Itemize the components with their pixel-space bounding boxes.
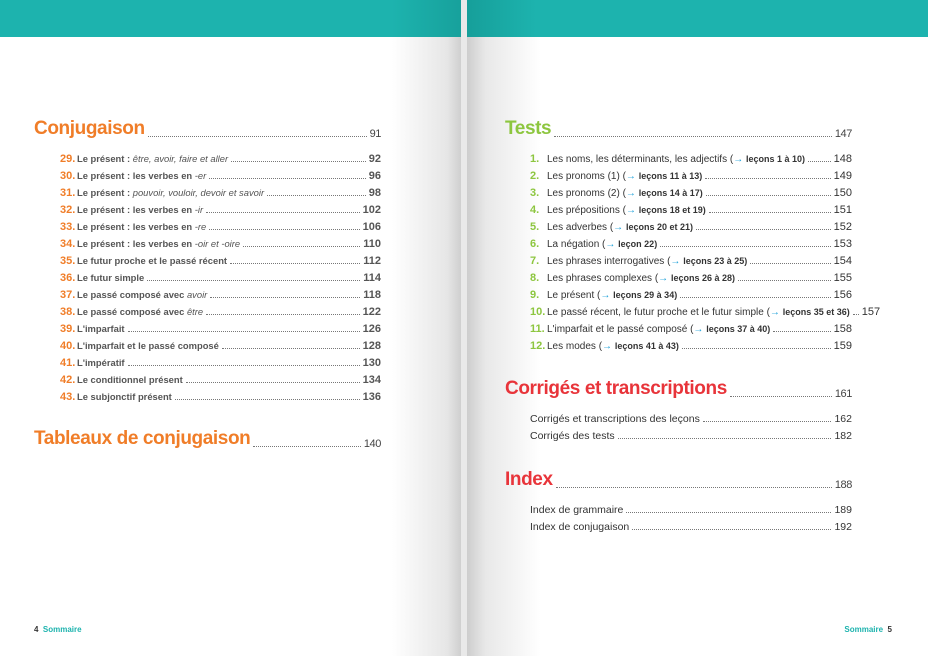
dot-leader: [696, 229, 831, 230]
entry-emphasis: -oir et -oire: [194, 238, 241, 249]
dot-leader: [175, 399, 360, 400]
dot-leader: [267, 195, 366, 196]
entry-text: Corrigés des tests: [530, 430, 615, 442]
dot-leader: [706, 195, 831, 196]
header-band: [0, 0, 461, 37]
entry-text: Les pronoms (1): [547, 171, 620, 182]
dot-leader: [682, 348, 831, 349]
footer: [34, 625, 82, 634]
paren-close: ): [802, 154, 806, 164]
arrow-icon: →: [625, 171, 636, 182]
page-number: 148: [833, 153, 852, 165]
entry-label: [530, 204, 706, 216]
entry-number: 31.: [60, 187, 76, 199]
entry-label: [530, 187, 703, 199]
right-page: [467, 0, 928, 656]
dot-leader: [148, 136, 367, 137]
heading-title: Tableaux de conjugaison: [34, 428, 251, 449]
page-number: 192: [834, 521, 852, 533]
index-section: [505, 463, 852, 533]
toc-entry[interactable]: [60, 267, 381, 284]
entry-text: Le présent : les verbes en: [77, 204, 195, 215]
toc-entry[interactable]: [530, 335, 852, 352]
entry-text: L'imparfait et le passé composé: [547, 324, 688, 335]
entry-text: Les pronoms (2): [547, 188, 620, 199]
page-number: 158: [833, 323, 852, 335]
page-number: 112: [363, 255, 381, 267]
heading-title: Corrigés et transcriptions: [505, 378, 727, 399]
paren-open: (: [607, 222, 614, 233]
left-page: [0, 0, 461, 656]
page-number: 161: [834, 388, 852, 400]
dot-leader: [231, 161, 366, 162]
entry-emphasis: pouvoir, vouloir, devoir et savoir: [132, 187, 265, 198]
toc-entry[interactable]: [530, 233, 852, 250]
page-number: 134: [362, 374, 381, 386]
lesson-reference: leçons 20 et 21: [625, 222, 690, 232]
arrow-icon: →: [693, 324, 704, 335]
paren-open: (: [664, 256, 671, 267]
page-number: 149: [833, 170, 852, 182]
dot-leader: [222, 348, 360, 349]
entry-label: [60, 306, 203, 318]
entry-text: La négation: [547, 239, 600, 250]
entry-text: Le passé composé avec: [77, 289, 187, 300]
folio: 4: [34, 625, 39, 634]
entry-text: Corrigés et transcriptions des leçons: [530, 413, 700, 425]
footer-label: Sommaire: [844, 625, 884, 634]
entry-number: 35.: [60, 255, 76, 267]
entry-text: Le présent: [547, 290, 595, 301]
entry-number: 3.: [530, 187, 540, 199]
entry-number: 7.: [530, 255, 540, 267]
header-band: [467, 0, 928, 37]
toc-entry[interactable]: [530, 408, 852, 425]
page-number: 151: [833, 204, 852, 216]
entry-label: [60, 187, 264, 199]
lesson-reference: leçons 37 à 40: [706, 324, 768, 334]
toc-entry[interactable]: [530, 199, 852, 216]
entry-text: Les noms, les déterminants, les adjectifs: [547, 154, 728, 165]
entry-number: 6.: [530, 238, 540, 250]
entry-text: Le présent : les verbes en: [77, 238, 195, 249]
entry-label: [60, 357, 125, 369]
paren-open: (: [595, 341, 603, 352]
entry-text: Index de grammaire: [530, 504, 624, 516]
toc-entry[interactable]: [60, 386, 381, 403]
entry-label: [530, 170, 702, 182]
arrow-icon: →: [625, 205, 636, 216]
entry-text: Les adverbes: [547, 222, 608, 233]
dot-leader: [618, 438, 832, 439]
page-number: 182: [834, 430, 852, 442]
entry-text: Le présent :: [77, 153, 133, 164]
entry-text: L'impératif: [77, 357, 125, 368]
arrow-icon: →: [613, 222, 624, 233]
entry-label: [60, 340, 219, 352]
dot-leader: [186, 382, 360, 383]
paren-close: ): [846, 307, 850, 317]
toc-entry[interactable]: [530, 301, 881, 318]
entry-number: 1.: [530, 153, 540, 165]
dot-leader: [705, 178, 830, 179]
dot-leader: [147, 280, 360, 281]
page-number: 153: [833, 238, 852, 250]
dot-leader: [243, 246, 360, 247]
entry-number: 40.: [60, 340, 76, 352]
page-number: 155: [833, 272, 852, 284]
toc-entry[interactable]: [60, 165, 381, 182]
toc-entry[interactable]: [530, 499, 852, 516]
page-number: 156: [833, 289, 852, 301]
toc-entry[interactable]: [60, 233, 381, 250]
arrow-icon: →: [658, 273, 669, 284]
arrow-icon: →: [605, 239, 616, 250]
toc-entry[interactable]: [530, 216, 852, 233]
paren-close: ): [702, 205, 706, 215]
entry-label: [530, 221, 693, 233]
paren-close: ): [699, 188, 703, 198]
paren-close: ): [654, 239, 658, 249]
arrow-icon: →: [625, 188, 636, 199]
toc-entry[interactable]: [60, 369, 381, 386]
entry-emphasis: être: [186, 306, 204, 317]
toc-entry[interactable]: [60, 301, 381, 318]
section-heading[interactable]: [505, 463, 852, 491]
paren-close: ): [744, 256, 748, 266]
entry-text: Le présent : les verbes en: [77, 221, 195, 232]
entry-label: [60, 323, 125, 335]
page-number: 188: [834, 479, 852, 491]
page-number: 91: [369, 128, 381, 140]
entry-emphasis: -ir: [194, 204, 204, 215]
entry-label: [60, 221, 206, 233]
dot-leader: [632, 529, 831, 530]
paren-open: (: [727, 154, 734, 165]
heading-title: Conjugaison: [34, 118, 145, 139]
entry-number: 4.: [530, 204, 540, 216]
entry-emphasis: -re: [194, 221, 207, 232]
lesson-reference: leçons 1 à 10: [745, 154, 803, 164]
footer-label: Sommaire: [42, 625, 82, 634]
dot-leader: [210, 297, 360, 298]
paren-open: (: [763, 307, 770, 318]
toc-entry[interactable]: [530, 284, 852, 301]
entry-number: 12.: [530, 340, 546, 352]
corriges-section: [505, 372, 852, 442]
entry-text: Les modes: [547, 341, 596, 352]
entry-label: [530, 306, 850, 318]
page-number: 189: [834, 504, 852, 516]
toc-entry[interactable]: [530, 267, 852, 284]
entry-label: [60, 238, 240, 250]
dot-leader: [703, 421, 832, 422]
toc-entry[interactable]: [530, 425, 852, 442]
entry-text: Le futur proche et le passé récent: [77, 255, 228, 266]
entry-label: [60, 170, 206, 182]
entry-text: Le conditionnel présent: [77, 374, 183, 385]
entry-label: [530, 289, 677, 301]
conjugaison-section: [34, 112, 381, 403]
toc-entry[interactable]: [530, 318, 852, 335]
entry-label: [530, 238, 657, 250]
page-number: 157: [861, 306, 881, 318]
page-number: 130: [362, 357, 381, 369]
entry-label: [60, 391, 172, 403]
entry-label: [530, 340, 679, 352]
lesson-reference: leçons 18 et 19: [638, 205, 703, 215]
entry-label: [60, 204, 203, 216]
entry-number: 38.: [60, 306, 76, 318]
dot-leader: [738, 280, 831, 281]
entry-number: 8.: [530, 272, 540, 284]
lesson-reference: leçon 22: [618, 239, 655, 249]
paren-close: ): [767, 324, 771, 334]
lesson-reference: leçons 26 à 28: [670, 273, 732, 283]
page-number: 136: [362, 391, 381, 403]
section-heading[interactable]: [34, 112, 381, 140]
entry-text: Le passé composé avec: [77, 306, 187, 317]
page-number: 162: [834, 413, 852, 425]
toc-entry[interactable]: [60, 335, 381, 352]
entry-text: Le futur simple: [77, 272, 145, 283]
paren-open: (: [652, 273, 659, 284]
entry-number: 11.: [530, 323, 545, 335]
page-number: 110: [363, 238, 381, 250]
toc-entry[interactable]: [60, 284, 381, 301]
entry-label: [60, 272, 144, 284]
dot-leader: [206, 314, 360, 315]
entry-number: 36.: [60, 272, 76, 284]
dot-leader: [626, 512, 831, 513]
entry-number: 2.: [530, 170, 540, 182]
entry-number: 5.: [530, 221, 540, 233]
entry-emphasis: être, avoir, faire et aller: [132, 153, 229, 164]
toc-entry[interactable]: [530, 182, 852, 199]
page-number: 114: [363, 272, 381, 284]
dot-leader: [206, 212, 360, 213]
lesson-reference: leçons 41 à 43: [614, 341, 676, 351]
toc-entry[interactable]: [530, 165, 852, 182]
heading-title: Index: [505, 469, 553, 490]
entry-text: Le passé récent, le futur proche et le futur simple: [547, 307, 764, 318]
entry-number: 34.: [60, 238, 76, 250]
entry-text: Les prépositions: [547, 205, 620, 216]
toc-entry[interactable]: [530, 148, 852, 165]
dot-leader: [554, 136, 832, 137]
entry-number: 30.: [60, 170, 76, 182]
dot-leader: [128, 365, 360, 366]
dot-leader: [730, 396, 832, 397]
entry-number: 9.: [530, 289, 540, 301]
toc-entry[interactable]: [60, 182, 381, 199]
lesson-reference: leçons 11 à 13: [638, 171, 700, 181]
entry-text: Le présent :: [77, 187, 133, 198]
entry-text: L'imparfait: [77, 323, 125, 334]
page-number: 126: [362, 323, 381, 335]
page-number: 147: [834, 128, 852, 140]
entry-number: 37.: [60, 289, 76, 301]
page-number: 118: [363, 289, 381, 301]
paren-open: (: [619, 205, 626, 216]
page-number: 102: [362, 204, 381, 216]
dot-leader: [128, 331, 360, 332]
page-number: 154: [833, 255, 852, 267]
lesson-reference: leçons 14 à 17: [638, 188, 700, 198]
page-number: 128: [362, 340, 381, 352]
paren-close: ): [699, 171, 703, 181]
lesson-reference: leçons 29 à 34: [613, 290, 675, 300]
folio: 5: [887, 625, 892, 634]
lesson-reference: leçons 35 et 36: [782, 307, 847, 317]
paren-open: (: [594, 290, 601, 301]
section-heading[interactable]: [505, 372, 852, 400]
entry-number: 10.: [530, 306, 546, 318]
dot-leader: [709, 212, 831, 213]
entry-text: L'imparfait et le passé composé: [77, 340, 219, 351]
dot-leader: [660, 246, 830, 247]
entry-number: 41.: [60, 357, 76, 369]
dot-leader: [209, 178, 366, 179]
entry-label: [530, 323, 770, 335]
section-heading[interactable]: [34, 422, 381, 450]
dot-leader: [556, 487, 832, 488]
paren-close: ): [689, 222, 693, 232]
toc-entry[interactable]: [60, 148, 381, 165]
page-number: 98: [368, 187, 381, 199]
toc-entry[interactable]: [530, 516, 852, 533]
footer: [844, 625, 892, 634]
tests-section: [505, 112, 881, 352]
arrow-icon: →: [769, 307, 780, 318]
dot-leader: [750, 263, 830, 264]
page-number: 122: [362, 306, 381, 318]
heading-title: Tests: [505, 118, 552, 139]
dot-leader: [808, 161, 831, 162]
page-number: 92: [368, 153, 381, 165]
toc-entry[interactable]: [530, 250, 852, 267]
section-heading[interactable]: [505, 112, 852, 140]
arrow-icon: →: [733, 154, 744, 165]
page-number: 106: [362, 221, 381, 233]
dot-leader: [853, 314, 859, 315]
paren-close: ): [674, 290, 678, 300]
toc-entry[interactable]: [60, 352, 381, 369]
entry-text: Les phrases complexes: [547, 273, 653, 284]
entry-emphasis: avoir: [186, 289, 208, 300]
paren-close: ): [732, 273, 735, 283]
entry-text: Index de conjugaison: [530, 521, 630, 533]
paren-open: (: [619, 188, 626, 199]
entry-text: Les phrases interrogatives: [547, 256, 665, 267]
entry-number: 32.: [60, 204, 76, 216]
paren-close: ): [675, 341, 679, 351]
dot-leader: [680, 297, 830, 298]
entry-number: 29.: [60, 153, 76, 165]
entry-number: 33.: [60, 221, 76, 233]
dot-leader: [773, 331, 830, 332]
toc-entry[interactable]: [60, 318, 381, 335]
page-number: 140: [363, 438, 381, 450]
paren-open: (: [599, 239, 606, 250]
entry-label: [530, 153, 805, 165]
dot-leader: [230, 263, 360, 264]
entry-label: [60, 289, 207, 301]
entry-text: Le présent : les verbes en: [77, 170, 195, 181]
page-number: 96: [368, 170, 381, 182]
entry-number: 42.: [60, 374, 76, 386]
entry-label: [530, 255, 747, 267]
arrow-icon: →: [602, 341, 613, 352]
entry-text: Le subjonctif présent: [77, 391, 172, 402]
page-number: 150: [833, 187, 852, 199]
entry-label: [60, 374, 183, 386]
entry-label: [530, 272, 735, 284]
paren-open: (: [687, 324, 694, 335]
entry-label: [60, 153, 228, 165]
dot-leader: [253, 446, 360, 447]
entry-emphasis: -er: [194, 170, 207, 181]
toc-entry[interactable]: [60, 216, 381, 233]
tableaux-section: [34, 422, 381, 450]
toc-entry[interactable]: [60, 250, 381, 267]
paren-open: (: [619, 171, 626, 182]
toc-entry[interactable]: [60, 199, 381, 216]
entry-number: 43.: [60, 391, 76, 403]
arrow-icon: →: [670, 256, 681, 267]
dot-leader: [209, 229, 359, 230]
arrow-icon: →: [600, 290, 611, 301]
entry-label: [60, 255, 227, 267]
page-number: 152: [833, 221, 852, 233]
entry-number: 39.: [60, 323, 76, 335]
page-number: 159: [833, 340, 852, 352]
lesson-reference: leçons 23 à 25: [683, 256, 745, 266]
